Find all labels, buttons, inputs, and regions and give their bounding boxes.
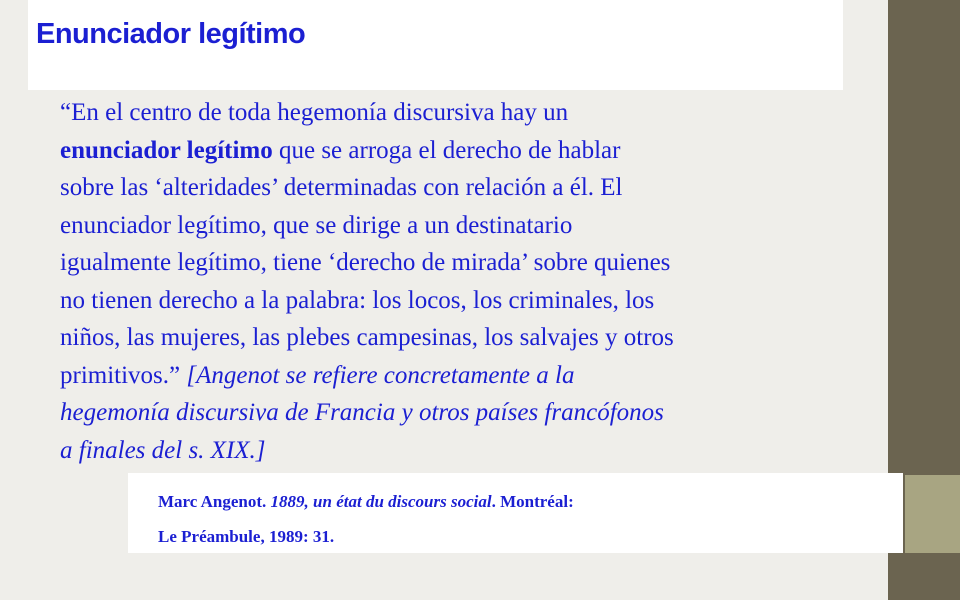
quote-line: enunciador legítimo, que se dirige a un destinatario — [60, 211, 573, 239]
quote-line: sobre las ‘alteridades’ determinadas con relación a él. El — [60, 174, 623, 201]
citation-line: Le Préambule, 1989: 31. — [158, 527, 335, 546]
citation-work: 1889, un état du discours social — [270, 492, 492, 511]
quote-line: no tienen derecho a la palabra: los locos, los criminales, los — [60, 286, 655, 314]
citation-line — [158, 484, 574, 519]
quote-line — [60, 394, 850, 432]
emphasis-term: enunciador legítimo — [60, 136, 273, 164]
editorial-note: hegemonía discursiva de Francia y otros países francófonos — [60, 399, 664, 426]
quote-line: igualmente legítimo, tiene ‘derecho de mirada’ sobre quienes — [60, 249, 671, 276]
quote-block — [60, 94, 850, 469]
editorial-note: [Angenot se refiere concretamente a la — [186, 361, 575, 389]
quote-line: enunciador legítimo que se arroga el derecho de hablar — [60, 136, 621, 164]
decorative-accent-block — [905, 475, 960, 553]
citation — [158, 484, 574, 554]
citation-author: Marc Angenot. — [158, 492, 271, 511]
slide-title: Enunciador legítimo — [36, 18, 306, 50]
quote-line — [60, 432, 850, 470]
quote-line: “En el centro de toda hegemonía discursiva hay un — [60, 99, 569, 126]
citation-place: . Montréal: — [491, 492, 574, 511]
quote-line: niños, las mujeres, las plebes campesinas, los salvajes y otros — [60, 324, 674, 351]
editorial-note: a finales del s. XIX.] — [60, 436, 266, 464]
quote-line: primitivos.” [Angenot se refiere concretamente a la — [60, 361, 575, 389]
